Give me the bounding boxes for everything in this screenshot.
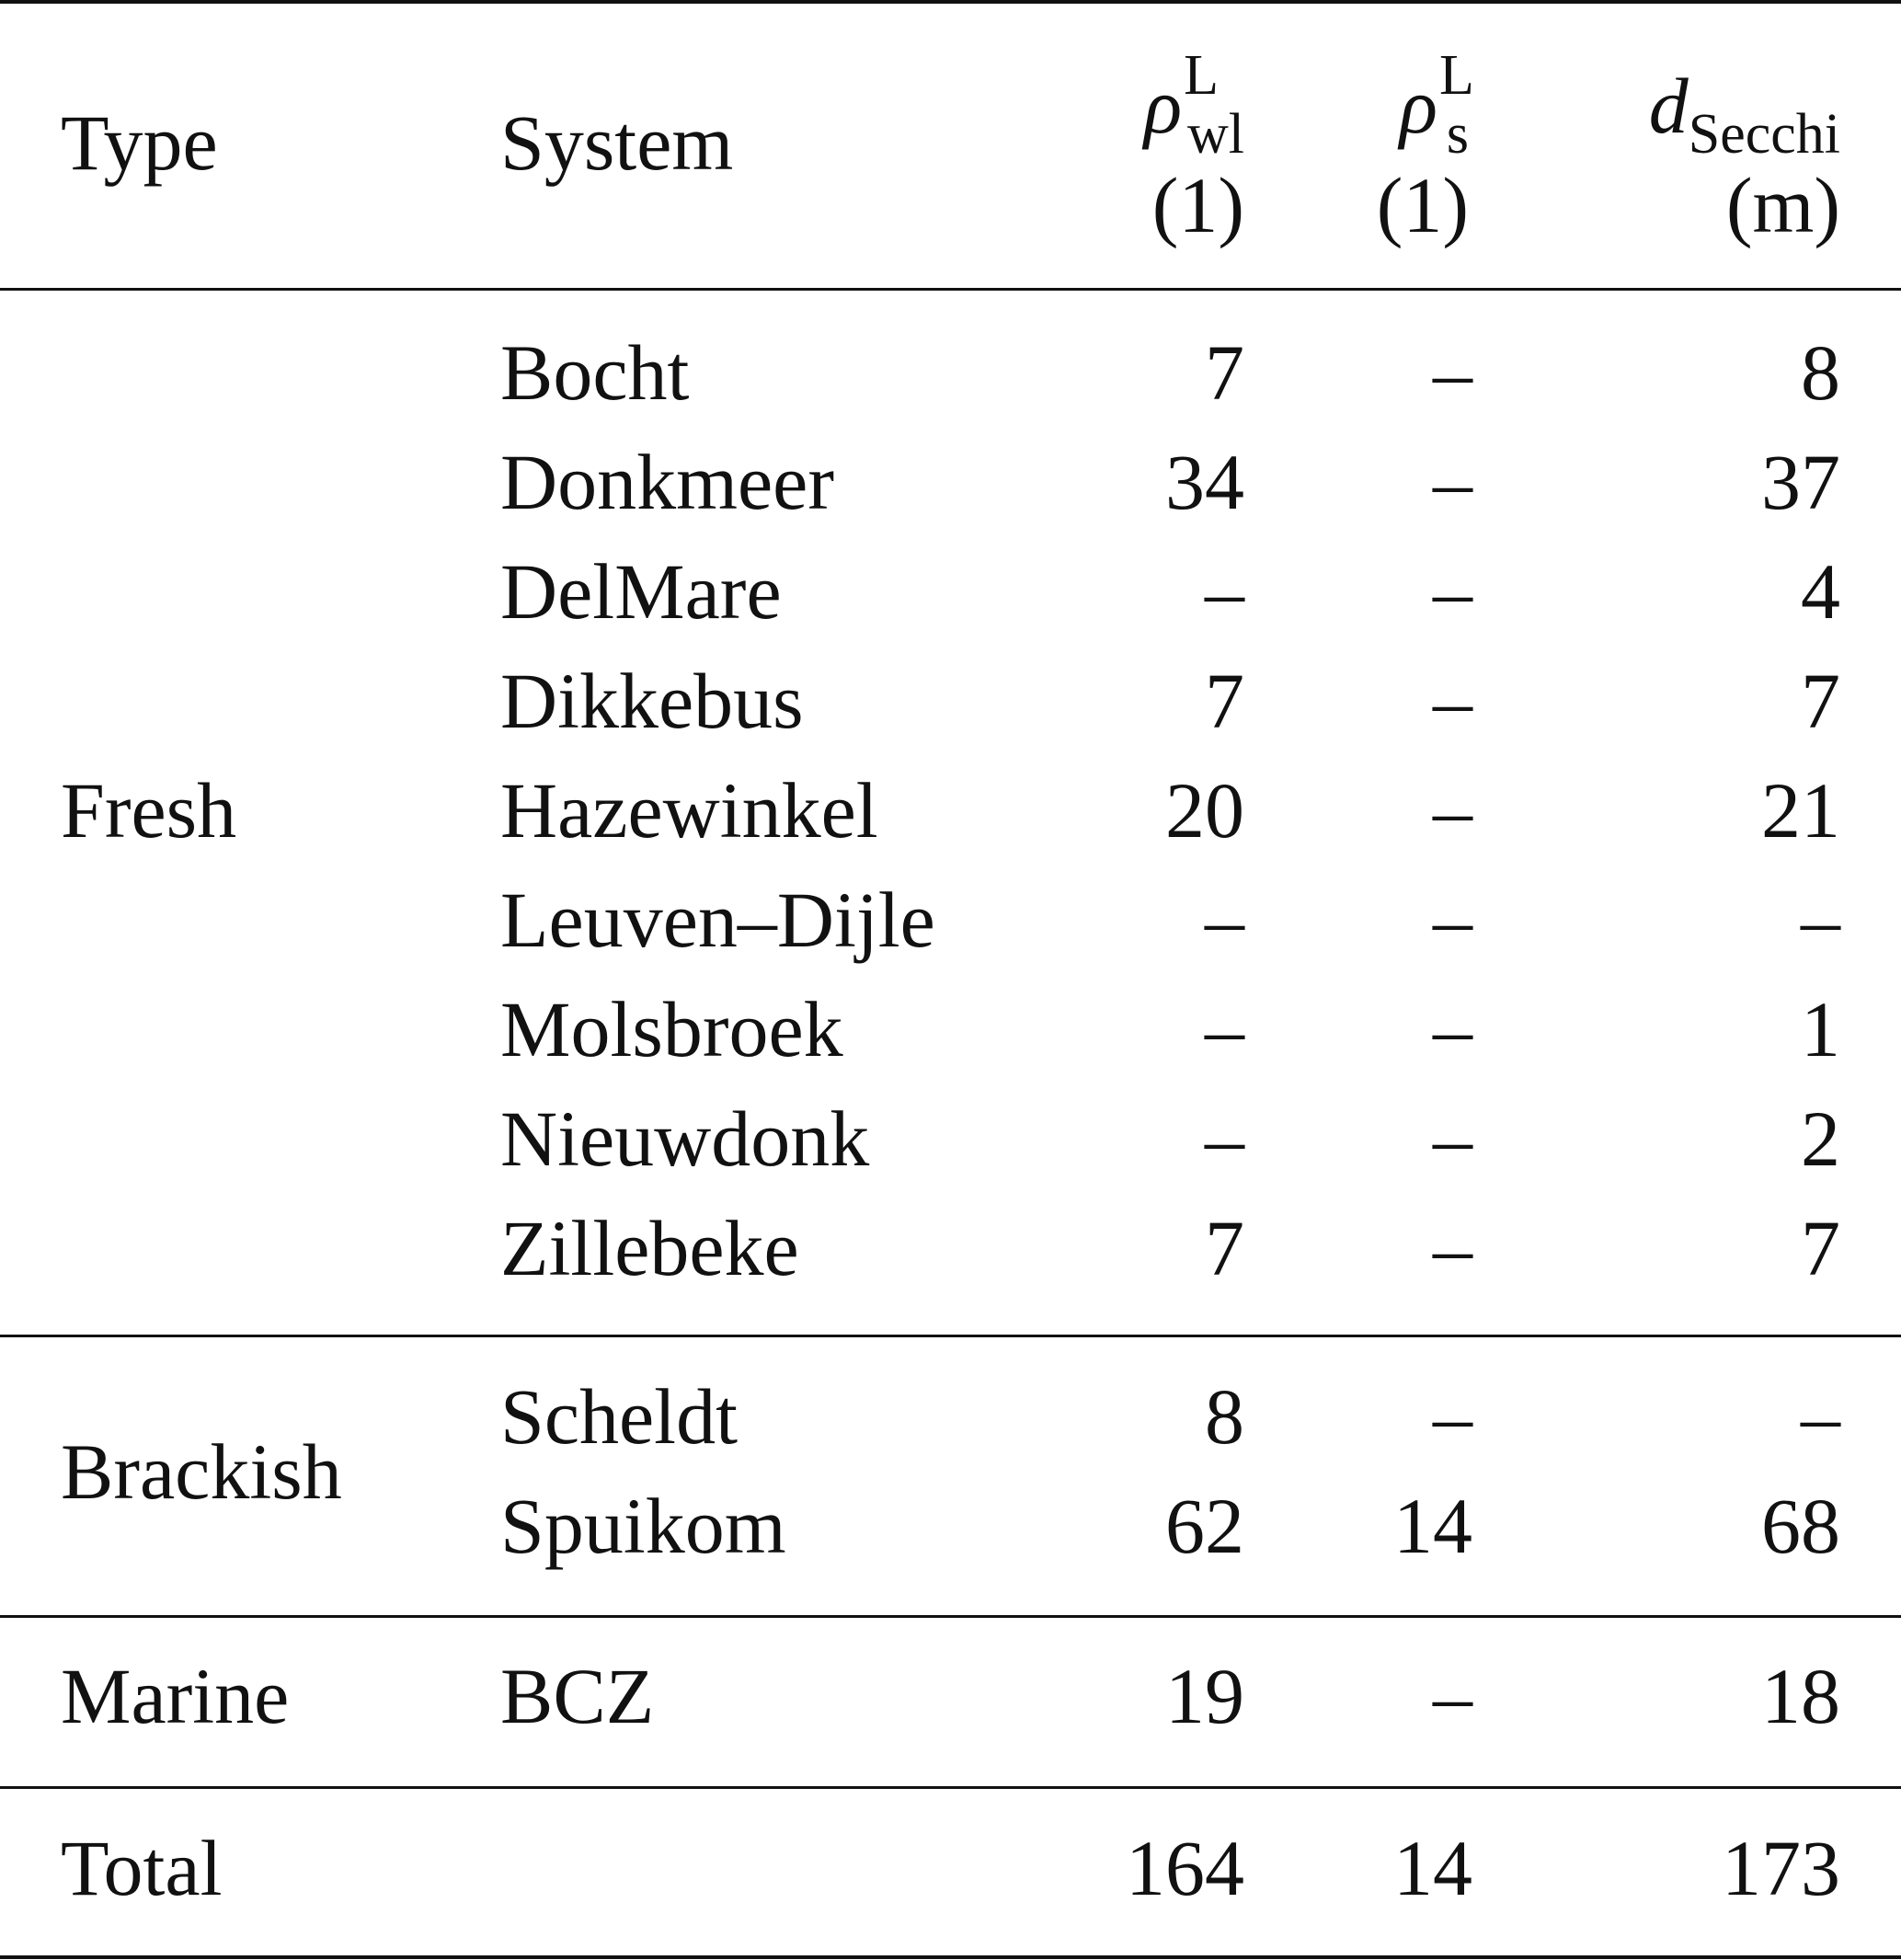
total-label: Total — [61, 1824, 223, 1912]
header-rho-s-sub: s — [1446, 103, 1469, 166]
system-cell: Donkmeer — [500, 438, 834, 526]
header-d-secchi-sub: Secchi — [1688, 103, 1840, 166]
rho-s-cell: – — [1433, 766, 1472, 854]
d-secchi-cell: 7 — [1801, 1204, 1840, 1292]
rho-s-cell: – — [1433, 328, 1472, 417]
system-cell: Molsbroek — [500, 985, 843, 1073]
rho-wl-cell: 7 — [1205, 657, 1244, 745]
header-rho-wl-sup: L — [1184, 44, 1219, 107]
fresh-rule — [0, 1335, 1901, 1337]
header-system: System — [500, 98, 734, 187]
rho-s-cell: – — [1433, 547, 1472, 636]
system-cell: Bocht — [500, 328, 690, 417]
rho-s-cell: – — [1433, 985, 1472, 1073]
header-rho-s-unit: (1) — [1376, 161, 1469, 249]
rho-wl-cell: 62 — [1165, 1482, 1244, 1570]
system-cell: Scheldt — [500, 1372, 738, 1461]
d-secchi-cell: – — [1801, 876, 1840, 964]
rho-s-cell: – — [1433, 1652, 1472, 1740]
d-secchi-cell: 68 — [1761, 1482, 1840, 1570]
header-rho-s-sup: L — [1438, 44, 1474, 107]
d-secchi-cell: 7 — [1801, 657, 1840, 745]
d-secchi-cell: 21 — [1761, 766, 1840, 854]
brackish-rule — [0, 1615, 1901, 1618]
rho-wl-cell: 34 — [1165, 438, 1244, 526]
header-rho-s — [1399, 44, 1474, 166]
system-cell: Hazewinkel — [500, 766, 878, 854]
rho-wl-cell: 7 — [1205, 1204, 1244, 1292]
system-cell: Zillebeke — [500, 1204, 799, 1292]
bottom-rule — [0, 1955, 1901, 1959]
d-secchi-cell: 2 — [1801, 1095, 1840, 1183]
system-cell: Nieuwdonk — [500, 1095, 870, 1183]
rho-wl-cell: – — [1205, 547, 1244, 636]
header-type: Type — [61, 98, 218, 187]
d-secchi-cell: 8 — [1801, 328, 1840, 417]
header-rho-wl-base: ρ — [1143, 62, 1183, 150]
d-secchi-cell: 4 — [1801, 547, 1840, 636]
header-rho-wl-sub: wl — [1187, 103, 1244, 166]
system-cell: BCZ — [500, 1652, 655, 1740]
system-cell: Spuikom — [500, 1482, 786, 1570]
d-secchi-cell: 37 — [1761, 438, 1840, 526]
rho-s-cell: 14 — [1393, 1482, 1472, 1570]
rho-wl-cell: 20 — [1165, 766, 1244, 854]
header-rho-wl — [1143, 44, 1244, 166]
header-d-secchi-unit: (m) — [1725, 161, 1840, 249]
top-rule — [0, 0, 1901, 4]
rho-s-cell: – — [1433, 657, 1472, 745]
header-rho-s-base: ρ — [1399, 62, 1437, 150]
d-secchi-cell: – — [1801, 1372, 1840, 1461]
rho-wl-cell: 8 — [1205, 1372, 1244, 1461]
type-cell: Fresh — [61, 766, 237, 854]
marine-rule — [0, 1786, 1901, 1789]
rho-s-cell: – — [1433, 876, 1472, 964]
rho-wl-cell: – — [1205, 1095, 1244, 1183]
system-cell: Leuven–Dijle — [500, 876, 935, 964]
rho-wl-cell: 19 — [1165, 1652, 1244, 1740]
rho-wl-cell: 7 — [1205, 328, 1244, 417]
d-secchi-cell: 18 — [1761, 1652, 1840, 1740]
type-cell: Marine — [61, 1652, 290, 1740]
total-rho-wl: 164 — [1126, 1824, 1244, 1912]
header-rho-wl-unit: (1) — [1151, 161, 1244, 249]
header-rule — [0, 288, 1901, 291]
total-d-secchi: 173 — [1722, 1824, 1840, 1912]
header-d-secchi-base: d — [1648, 62, 1689, 150]
d-secchi-cell: 1 — [1801, 985, 1840, 1073]
type-cell: Brackish — [61, 1427, 342, 1516]
system-cell: Dikkebus — [500, 657, 804, 745]
rho-s-cell: – — [1433, 1095, 1472, 1183]
header-d-secchi — [1648, 62, 1840, 166]
rho-s-cell: – — [1433, 1204, 1472, 1292]
system-cell: DelMare — [500, 547, 782, 636]
rho-s-cell: – — [1433, 438, 1472, 526]
rho-wl-cell: – — [1205, 876, 1244, 964]
rho-wl-cell: – — [1205, 985, 1244, 1073]
total-rho-s: 14 — [1393, 1824, 1472, 1912]
rho-s-cell: – — [1433, 1372, 1472, 1461]
